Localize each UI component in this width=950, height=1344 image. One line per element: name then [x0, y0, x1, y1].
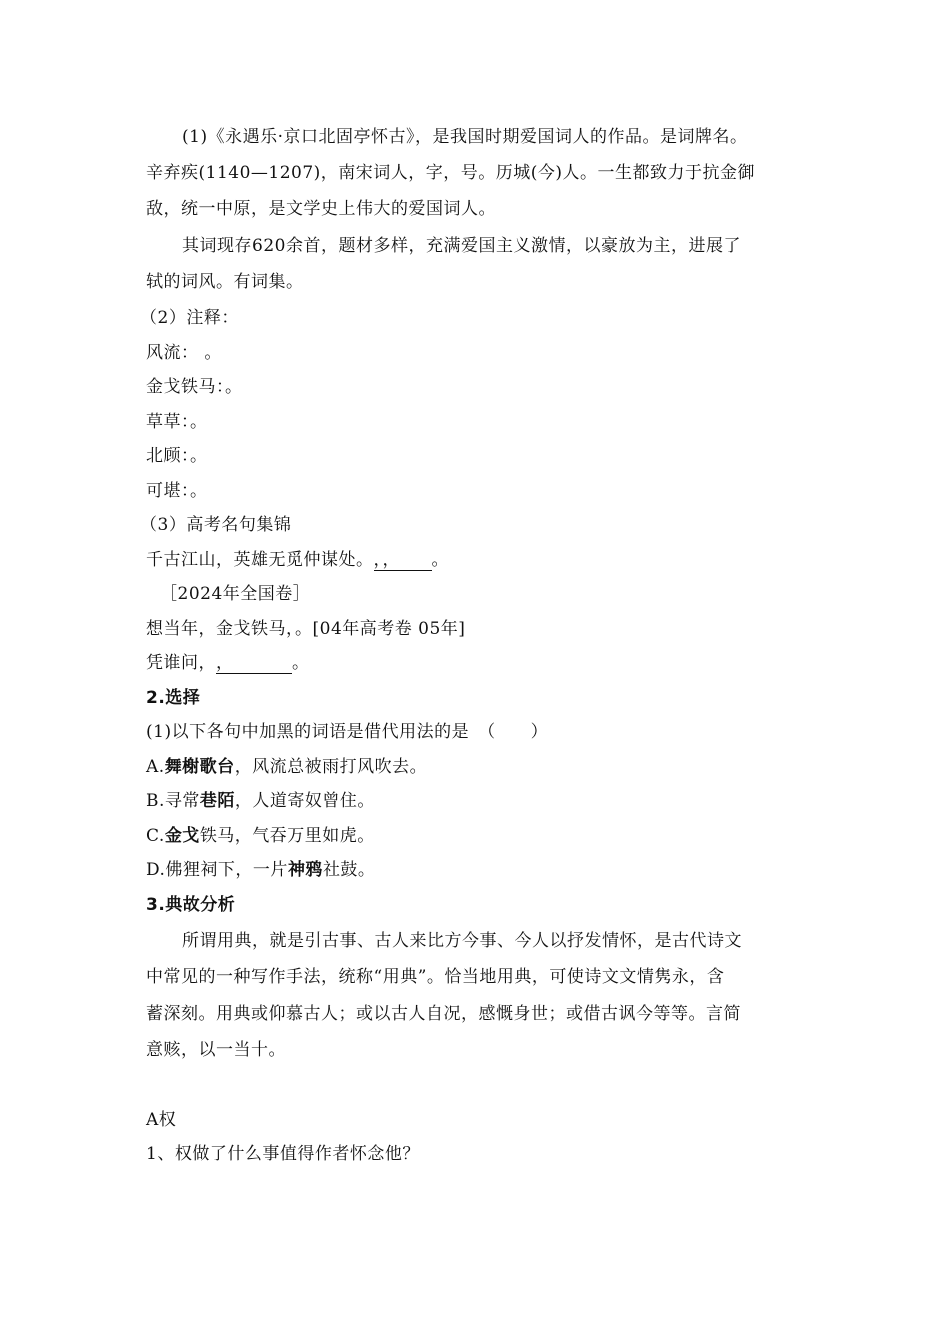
intro-line-2: 辛弃疾(1140—1207)，南宋词人，字，号。历城(今)人。一生都致力于抗金御 — [146, 163, 756, 183]
option-d-prefix: D.佛狸祠下，一片 — [146, 860, 288, 880]
option-c-rest: 铁马，气吞万里如虎。 — [199, 826, 375, 846]
option-a-prefix: A. — [146, 757, 165, 777]
option-c — [146, 825, 375, 847]
quote-1-prefix: 千古江山，英雄无觅仲谋处。 — [146, 550, 374, 570]
option-c-bold: 金戈 — [164, 826, 200, 846]
allusion-line-1: 所谓用典，就是引古事、古人来比方今事、今人以抒发情怀，是古代诗文 — [182, 931, 742, 951]
quote-3-suffix: 。 — [292, 653, 310, 673]
note-jingetiema: 金戈铁马：。 — [146, 377, 243, 397]
option-b — [146, 790, 375, 812]
option-d-rest: 社鼓。 — [322, 860, 376, 880]
intro-line-1: (1)《永遇乐·京口北固亭怀古》，是我国时期爱国词人的作品。是词牌名。 — [182, 127, 748, 147]
option-b-bold: 巷陌 — [199, 791, 235, 811]
quotes-heading: （3）高考名句集锦 — [140, 515, 292, 535]
notes-heading: （2）注释： — [140, 308, 239, 328]
allusion-line-3: 蓄深刻。用典或仰慕古人；或以古人自况，感慨身世；或借古讽今等等。言简 — [146, 1004, 741, 1024]
works-line-1: 其词现存620余首，题材多样，充满爱国主义激情，以豪放为主，进展了 — [182, 236, 741, 256]
quote-line-3 — [146, 652, 310, 674]
note-fengliu: 风流： 。 — [146, 343, 222, 363]
note-kekan: 可堪：。 — [146, 481, 208, 501]
works-line-2: 轼的词风。有词集。 — [146, 272, 304, 292]
section-3-heading: 3.典故分析 — [146, 895, 236, 915]
option-a-bold: 舞榭歌台 — [164, 757, 235, 777]
choice-question: (1)以下各句中加黑的词语是借代用法的是 （ ） — [146, 722, 549, 742]
option-a — [146, 756, 427, 778]
quote-1-suffix: 。 — [431, 550, 449, 570]
note-caocao: 草草：。 — [146, 412, 208, 432]
question-1: 1、权做了什么事值得作者怀念他？ — [146, 1144, 420, 1164]
quote-3-prefix: 凭谁问， — [146, 653, 216, 673]
option-b-rest: ，人道寄奴曾住。 — [234, 791, 375, 811]
option-b-prefix: B.寻常 — [146, 791, 200, 811]
note-beigu: 北顾：。 — [146, 446, 208, 466]
allusion-line-2: 中常见的一种写作手法，统称“用典”。恰当地用典，可使诗文文情隽永，含 — [146, 967, 725, 987]
quote-line-1 — [146, 549, 449, 571]
section-2-heading: 2.选择 — [146, 688, 201, 708]
allusion-line-4: 意赅，以一当十。 — [146, 1040, 286, 1060]
option-a-rest: ，风流总被雨打风吹去。 — [234, 757, 428, 777]
intro-line-3: 敌，统一中原，是文学史上伟大的爱国词人。 — [146, 199, 496, 219]
subsection-a-label: A权 — [146, 1110, 177, 1130]
quote-3-blank: ， — [216, 653, 292, 674]
option-d — [146, 859, 375, 881]
option-d-bold: 神鸦 — [287, 860, 323, 880]
option-c-prefix: C. — [146, 826, 165, 846]
quote-1-blank: ，， — [374, 550, 432, 571]
quote-line-2: 想当年，金戈铁马，。[04年高考卷 05年] — [146, 619, 466, 639]
quote-1-source: ［2024年全国卷］ — [160, 584, 311, 604]
